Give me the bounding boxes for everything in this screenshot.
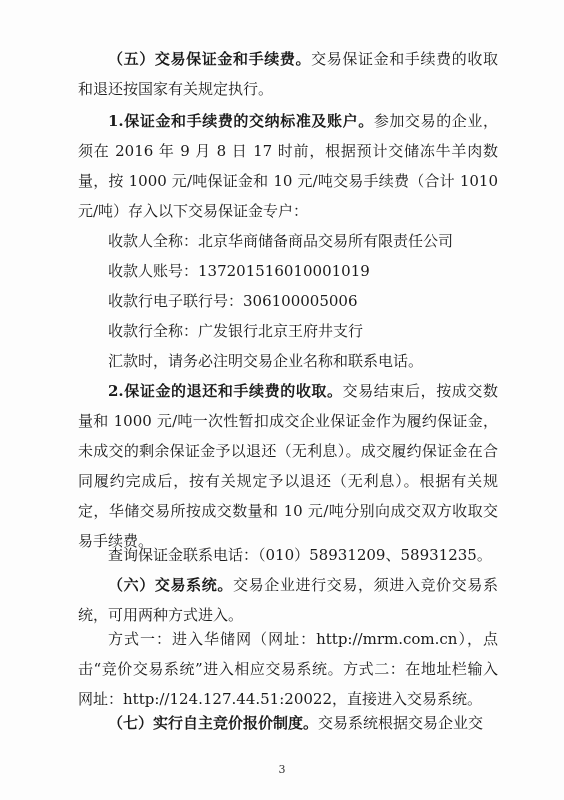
item-1-paragraph (78, 106, 498, 226)
section-7-heading: （七）实行自主竞价报价制度。 (108, 714, 319, 732)
item-1-text: 参加交易的企业，须在 2016 年 9 月 8 日 17 时前，根据预计交储冻牛羊肉数量，按 1000 元/吨保证金和 10 元/吨交易手续费（合计 1010 元/吨）存入以下交易保证金专户： (78, 112, 498, 220)
section-7-paragraph (78, 708, 498, 738)
phone-line: 查询保证金联系电话：（010）58931209、58931235。 (108, 546, 492, 564)
section-5-paragraph (78, 44, 498, 104)
item-2-paragraph (78, 376, 498, 556)
item-2-text: 交易结束后，按成交数量和 1000 元/吨一次性暂扣成交企业保证金作为履约保证金，未成交的剩余保证金予以退还（无利息）。成交履约保证金在合同履约完成后，按有关规定予以退还（无利息）。根据有关规定，华储交易所按成交数量和 10 元/吨分别向成交双方收取交易手续费。 (78, 382, 498, 550)
section-5-text: 交易保证金和手续费的收取和退还按国家有关规定执行。 (78, 50, 498, 98)
bank-name-line: 收款行全称：广发银行北京王府井支行 (108, 322, 364, 340)
item-1-heading: 1.保证金和手续费的交纳标准及账户。 (108, 112, 374, 130)
section-6-text: 交易企业进行交易，须进入竞价交易系统，可用两种方式进入。 (78, 576, 498, 624)
page-number: 3 (278, 763, 286, 776)
section-5-heading: （五）交易保证金和手续费。 (108, 50, 312, 68)
payee-line: 收款人全称：北京华商储备商品交易所有限责任公司 (108, 232, 454, 250)
remittance-note: 汇款时，请务必注明交易企业名称和联系电话。 (108, 352, 424, 370)
access-methods-paragraph: 方式一：进入华储网（网址：http://mrm.com.cn），点击“竞价交易系统”进入相应交易系统。方式二：在地址栏输入网址：http://124.127.44.51:20022，直接进入交易系统。 (78, 630, 498, 708)
section-6-heading: （六）交易系统。 (108, 576, 233, 594)
section-7-text: 交易系统根据交易企业交 (318, 714, 484, 732)
item-2-heading: 2.保证金的退还和手续费的收取。 (108, 382, 343, 400)
section-6-paragraph (78, 570, 498, 630)
bank-code-line: 收款行电子联行号：306100005006 (108, 292, 358, 310)
account-number-line: 收款人账号：137201516010001019 (108, 262, 370, 280)
